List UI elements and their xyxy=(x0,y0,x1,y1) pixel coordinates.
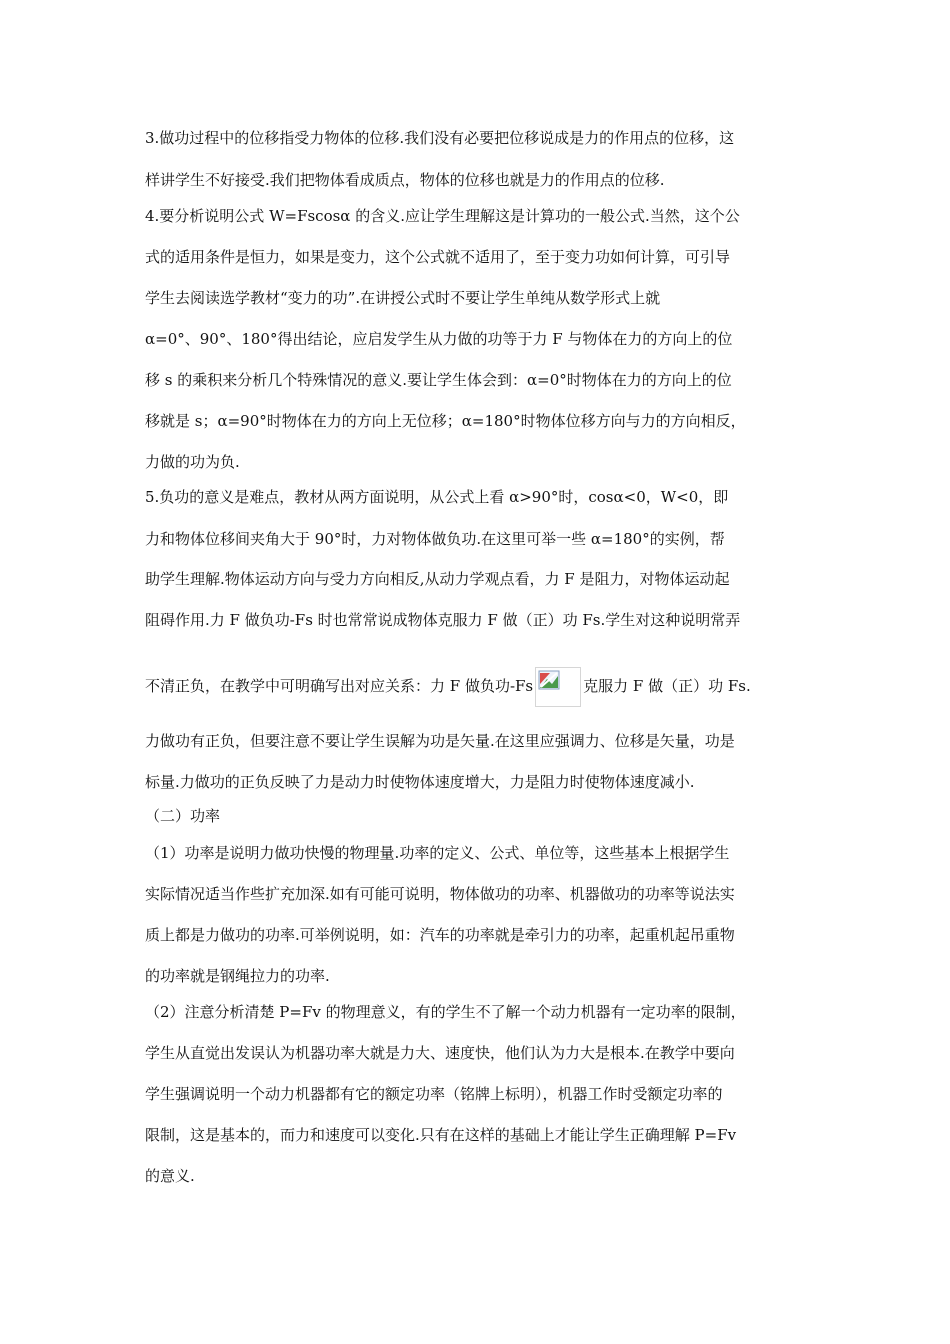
paragraph-line: 实际情况适当作些扩充加深.如有可能可说明，物体做功的功率、机器做功的功率等说法实 xyxy=(145,885,735,903)
paragraph-line: 力做功有正负，但要注意不要让学生误解为功是矢量.在这里应强调力、位移是矢量，功是 xyxy=(145,732,735,750)
paragraph-line: 质上都是力做功的功率.可举例说明，如：汽车的功率就是牵引力的功率，起重机起吊重物 xyxy=(145,926,735,944)
paragraph-line: α=0°、90°、180°得出结论，应启发学生从力做的功等于力 F 与物体在力的方向上的位 xyxy=(145,330,733,348)
paragraph-line: 限制，这是基本的，而力和速度可以变化.只有在这样的基础上才能让学生正确理解 P=Fv xyxy=(145,1126,737,1144)
mixed-line-before: 不清正负，在教学中可明确写出对应关系：力 F 做负功-Fs xyxy=(145,677,534,695)
paragraph-line: 阻碍作用.力 F 做负功-Fs 时也常常说成物体克服力 F 做（正）功 Fs.学生对这种说明常弄 xyxy=(145,611,741,629)
paragraph-line: 式的适用条件是恒力，如果是变力，这个公式就不适用了，至于变力功如何计算，可引导 xyxy=(145,248,731,266)
paragraph-line: 移 s 的乘积来分析几个特殊情况的意义.要让学生体会到：α=0°时物体在力的方向上的位 xyxy=(145,371,732,389)
paragraph-line: 4.要分析说明公式 W=Fscosα 的含义.应让学生理解这是计算功的一般公式.当然，这个公 xyxy=(145,207,740,225)
paragraph-line: 力和物体位移间夹角大于 90°时，力对物体做负功.在这里可举一些 α=180°的实例，帮 xyxy=(145,530,725,548)
paragraph-line: 标量.力做功的正负反映了力是动力时使物体速度增大，力是阻力时使物体速度减小. xyxy=(145,773,695,791)
section-heading: （二）功率 xyxy=(145,807,221,825)
mixed-line-after: 克服力 F 做（正）功 Fs. xyxy=(583,677,751,695)
paragraph-line: 的功率就是钢绳拉力的功率. xyxy=(145,967,330,985)
paragraph-line-with-image xyxy=(145,664,815,712)
paragraph-line: （2）注意分析清楚 P=Fv 的物理意义，有的学生不了解一个动力机器有一定功率的限制， xyxy=(145,1003,746,1021)
paragraph-line: 3.做功过程中的位移指受力物体的位移.我们没有必要把位移说成是力的作用点的位移，这 xyxy=(145,129,735,147)
paragraph-line: 学生强调说明一个动力机器都有它的额定功率（铭牌上标明），机器工作时受额定功率的 xyxy=(145,1085,723,1103)
paragraph-line: 的意义. xyxy=(145,1167,195,1185)
paragraph-line: 助学生理解.物体运动方向与受力方向相反,从动力学观点看，力 F 是阻力，对物体运动起 xyxy=(145,570,730,588)
paragraph-line: 样讲学生不好接受.我们把物体看成质点，物体的位移也就是力的作用点的位移. xyxy=(145,171,665,189)
paragraph-line: 学生去阅读选学教材“变力的功”.在讲授公式时不要让学生单纯从数学形式上就 xyxy=(145,289,661,307)
paragraph-line: 力做的功为负. xyxy=(145,453,240,471)
paragraph-line: 移就是 s；α=90°时物体在力的方向上无位移；α=180°时物体位移方向与力的方向相反， xyxy=(145,412,746,430)
paragraph-line: （1）功率是说明力做功快慢的物理量.功率的定义、公式、单位等，这些基本上根据学生 xyxy=(145,844,730,862)
paragraph-line: 5.负功的意义是难点，教材从两方面说明，从公式上看 α>90°时，cosα<0，W<0，即 xyxy=(145,488,729,506)
broken-image-icon xyxy=(535,667,581,707)
paragraph-line: 学生从直觉出发误认为机器功率大就是力大、速度快，他们认为力大是根本.在教学中要向 xyxy=(145,1044,735,1062)
